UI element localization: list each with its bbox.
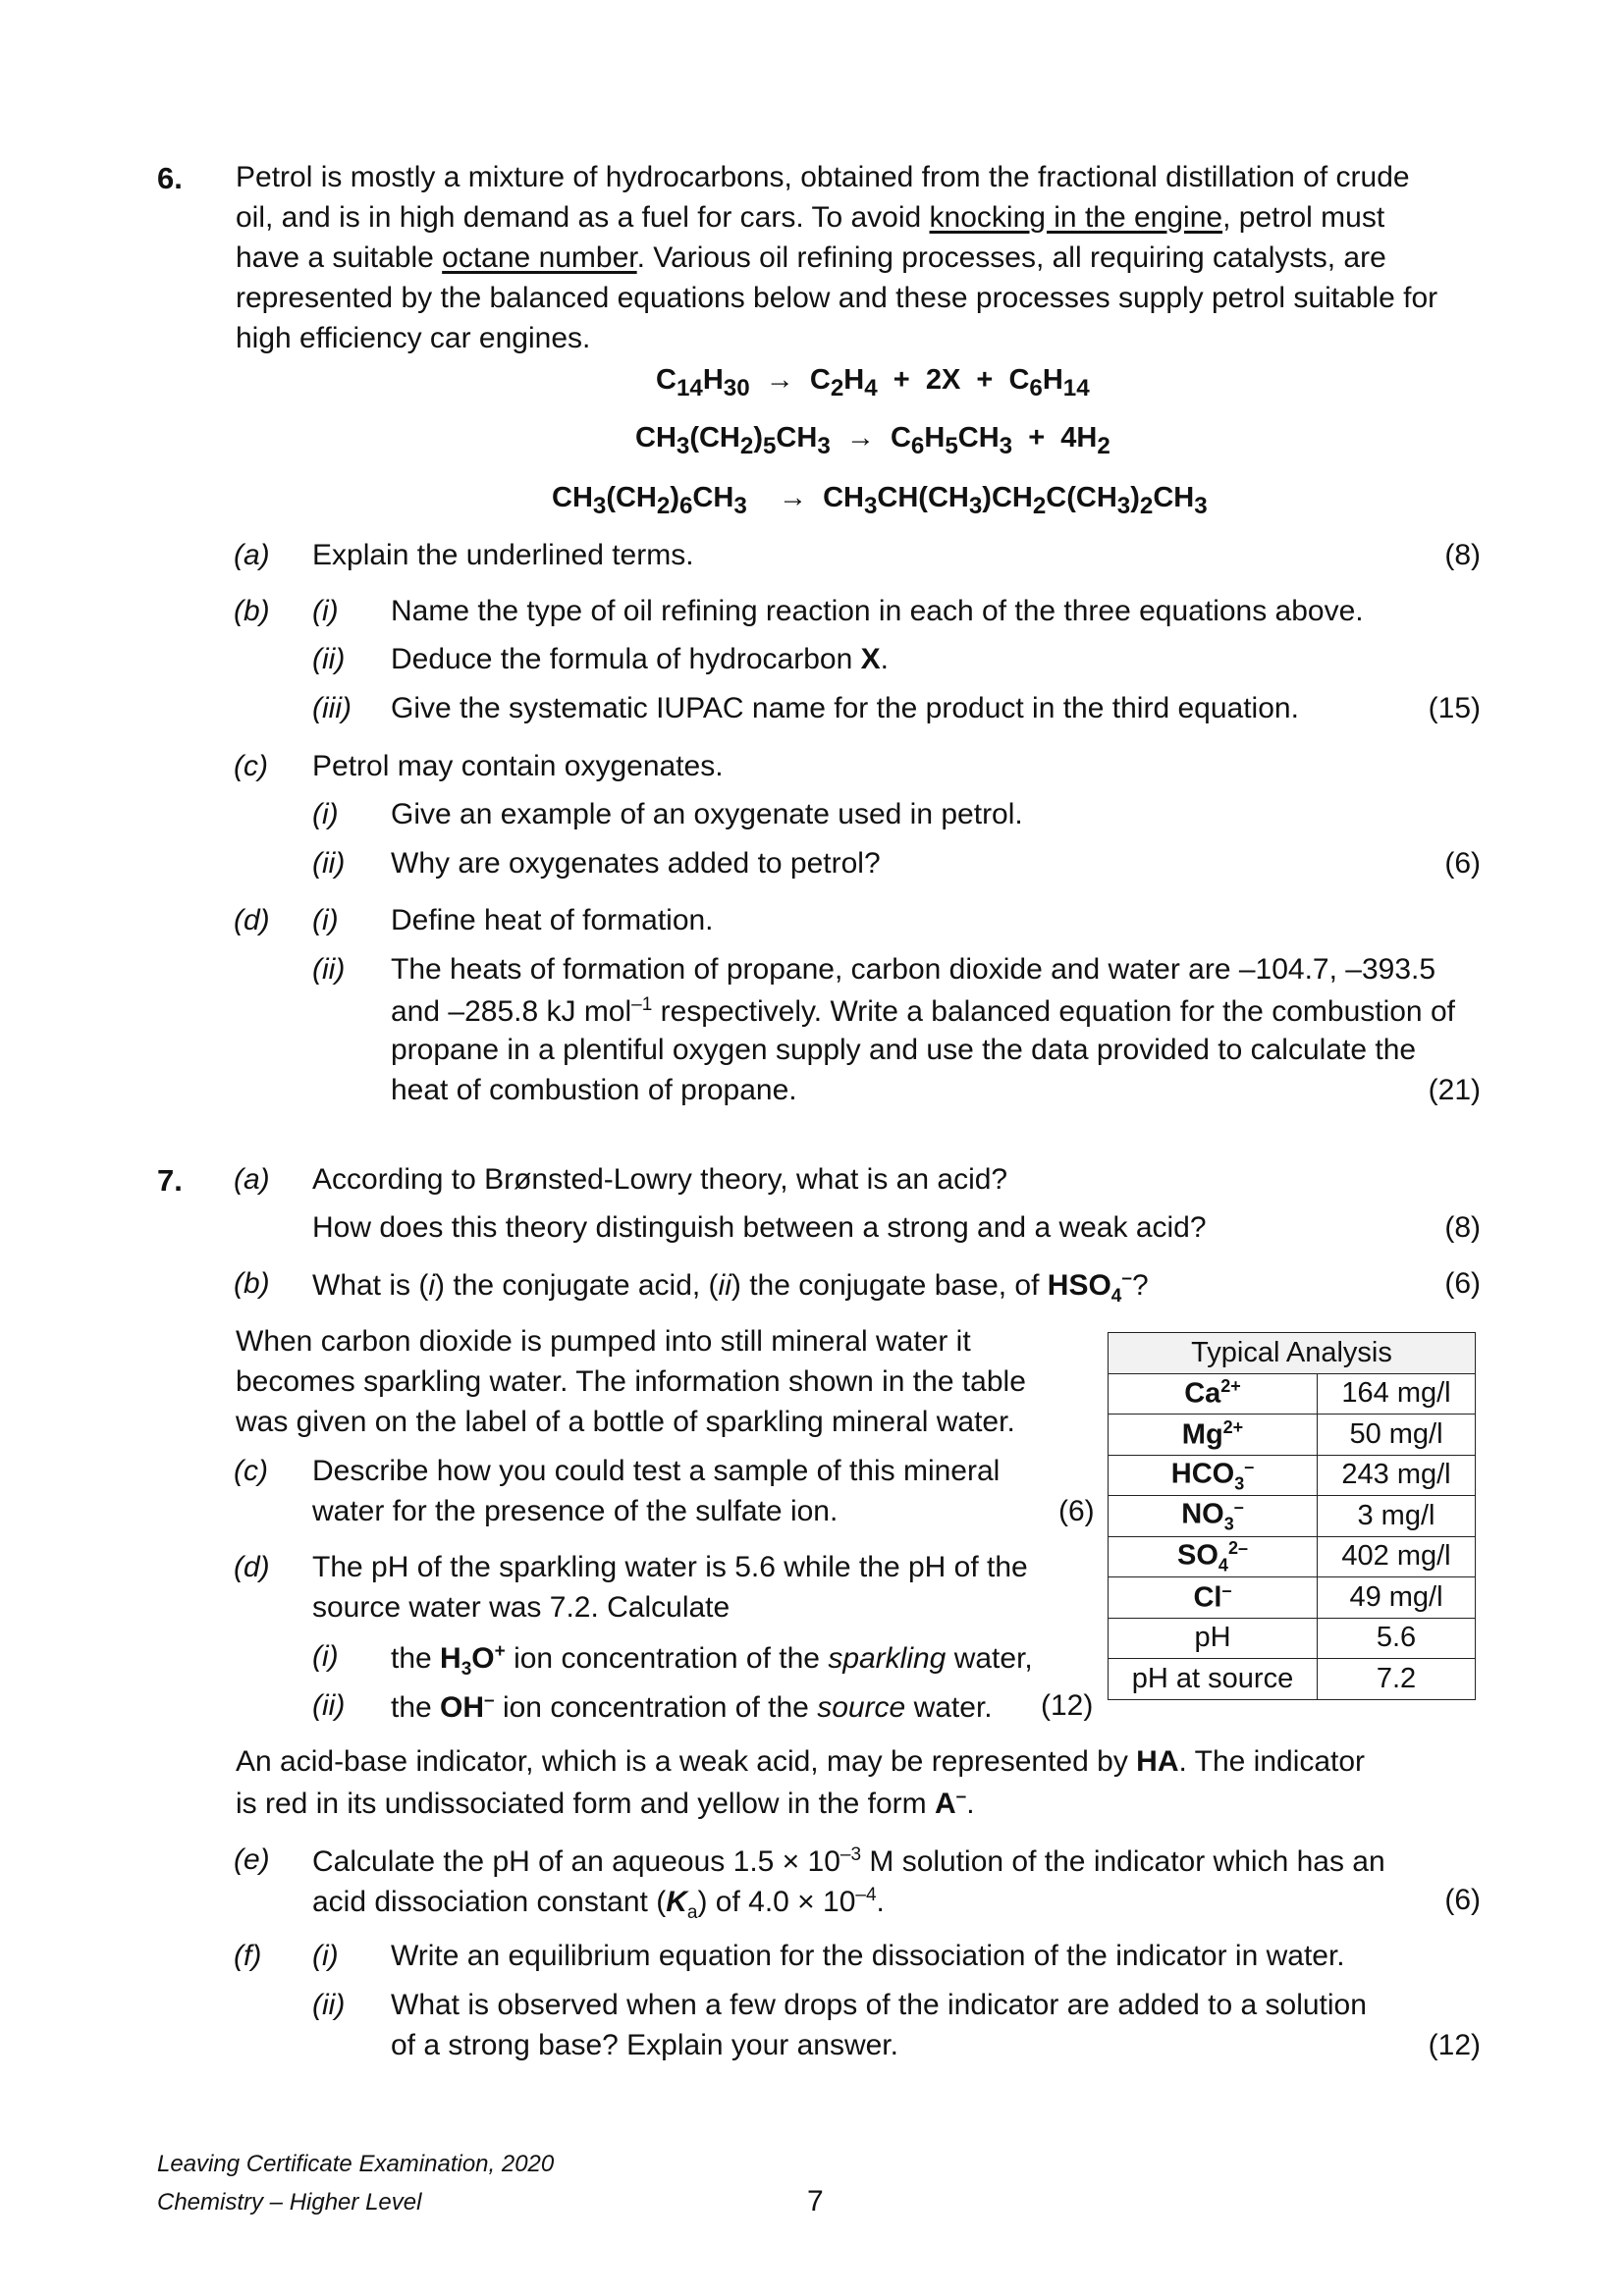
equation-2: $CH_3(CH_2)_5CH_3 \to C_6H_5CH_3 + 4H_2$ [635,422,1110,459]
value-cell: 5.6 [1318,1618,1476,1659]
table-header: Typical Analysis [1109,1333,1476,1374]
q6-part-b-label: (b) [234,595,270,627]
q6-b-ii-text: Deduce the formula of hydrocarbon X. [391,643,889,675]
q6-part-c-text: Petrol may contain oxygenates. [312,750,724,782]
q7-part-e-marks: (6) [1444,1884,1481,1916]
q6-d-ii-label: (ii) [312,953,346,986]
q7-d-ii-label: (ii) [312,1689,346,1722]
q7-part-c-marks: (6) [1058,1495,1095,1527]
footer-exam-title: Leaving Certificate Examination, 2020 [157,2151,555,2177]
q6-intro-line-2: oil, and is in high demand as a fuel for cars. To avoid knocking in the engine, petrol must [236,201,1385,234]
q7-part-f-marks: (12) [1428,2029,1481,2061]
underlined-term-octane: octane number [442,241,637,274]
q6-b-iii-label: (iii) [312,692,352,724]
table-row [1109,1455,1476,1496]
q7-c-line-1: Describe how you could test a sample of this mineral [312,1455,1001,1487]
q7-f-ii-line-1: What is observed when a few drops of the indicator are added to a solution [391,1989,1367,2021]
value-cell: 3 mg/l [1318,1496,1476,1537]
q7-part-c-label: (c) [234,1455,268,1487]
q7-d-line-1: The pH of the sparkling water is 5.6 while the pH of the [312,1551,1028,1583]
q7-part-b-label: (b) [234,1267,270,1300]
q7-b-text: What is (i) the conjugate acid, (ii) the conjugate base, of $HSO_4^-$? [312,1268,1149,1307]
q6-d-i-label: (i) [312,904,339,936]
q6-d-ii-line-2: and –285.8 kJ mol$^{-1}$ respectively. Write a balanced equation for the combustion of [391,994,1455,1028]
q6-part-c-marks: (6) [1444,847,1481,880]
q7-indicator-line-1: An acid-base indicator, which is a weak acid, may be represented by HA. The indicator [236,1745,1366,1778]
q6-intro-line-4: represented by the balanced equations below and these processes supply petrol suitable for [236,282,1438,314]
q7-f-ii-line-2: of a strong base? Explain your answer. [391,2029,898,2061]
q7-d-ii-text: the OH– ion concentration of the source water. [391,1690,993,1724]
ion-cell: Cl– [1109,1577,1318,1619]
value-cell: 243 mg/l [1318,1455,1476,1496]
value-cell: 49 mg/l [1318,1577,1476,1619]
q7-d-line-2: source water was 7.2. Calculate [312,1591,731,1624]
q6-part-b-marks: (15) [1428,692,1481,724]
table-row [1109,1496,1476,1537]
q7-part-d-marks: (12) [1041,1689,1094,1722]
q6-part-d-marks: (21) [1428,1074,1481,1106]
q7-context-line-3: was given on the label of a bottle of sparkling mineral water. [236,1406,1015,1438]
q7-part-a-marks: (8) [1444,1211,1481,1244]
q7-f-ii-label: (ii) [312,1989,346,2021]
q6-c-i-text: Give an example of an oxygenate used in petrol. [391,798,1023,830]
q7-context-line-1: When carbon dioxide is pumped into still mineral water it [236,1325,971,1358]
q6-part-d-label: (d) [234,904,270,936]
q7-indicator-line-2: is red in its undissociated form and yellow in the form A–. [236,1787,975,1820]
question-7-number: 7. [157,1163,183,1198]
question-6-number: 6. [157,161,183,195]
q6-intro-line-3: have a suitable octane number. Various oil refining processes, all requiring catalysts, are [236,241,1386,274]
footer-subject: Chemistry – Higher Level [157,2189,422,2216]
q6-b-i-text: Name the type of oil refining reaction in each of the three equations above. [391,595,1364,627]
q7-e-line-2: acid dissociation constant $(K_a)$ of $4.0 \times 10^{-4}$. [312,1885,885,1923]
q6-part-c-label: (c) [234,750,268,782]
q7-part-f-label: (f) [234,1940,262,1972]
ion-cell: $NO_3^-$ [1109,1496,1318,1537]
table-row [1109,1415,1476,1456]
q7-c-line-2: water for the presence of the sulfate ion. [312,1495,839,1527]
ion-cell: pH at source [1109,1659,1318,1700]
q7-part-b-marks: (6) [1444,1267,1481,1300]
q6-part-a-marks: (8) [1444,539,1481,571]
q6-b-i-label: (i) [312,595,339,627]
table-row [1109,1536,1476,1577]
table-row [1109,1618,1476,1659]
page-number: 7 [807,2185,824,2217]
table-row [1109,1577,1476,1619]
value-cell: 50 mg/l [1318,1415,1476,1456]
q7-a-line-1: According to Brønsted-Lowry theory, what is an acid? [312,1163,1008,1196]
underlined-term-knocking: knocking in the engine [929,201,1223,234]
q6-part-a-text: Explain the underlined terms. [312,539,694,571]
typical-analysis-table [1108,1332,1476,1700]
equation-1: $C_{14}H_{30} \to C_2H_4 + 2X + C_6H_{14}$ [656,364,1090,401]
q6-c-ii-text: Why are oxygenates added to petrol? [391,847,881,880]
q6-d-i-text: Define heat of formation. [391,904,714,936]
value-cell: 164 mg/l [1318,1373,1476,1415]
q6-c-i-label: (i) [312,798,339,830]
q6-intro-line-1: Petrol is mostly a mixture of hydrocarbons, obtained from the fractional distillation of crude [236,161,1410,193]
q6-d-ii-line-3: propane in a plentiful oxygen supply and use the data provided to calculate the [391,1034,1417,1066]
value-cell: 402 mg/l [1318,1536,1476,1577]
q6-intro-line-5: high efficiency car engines. [236,322,591,354]
q7-d-i-text: the $H_3O^+$ ion concentration of the sparkling water, [391,1641,1033,1680]
q6-c-ii-label: (ii) [312,847,346,880]
ion-cell: $Ca^{2+}$ [1109,1373,1318,1415]
ion-cell: $SO_4^{2-}$ [1109,1536,1318,1577]
q6-part-a-label: (a) [234,539,270,571]
ion-cell: pH [1109,1618,1318,1659]
q6-d-ii-line-1: The heats of formation of propane, carbon dioxide and water are –104.7, –393.5 [391,953,1436,986]
q7-part-a-label: (a) [234,1163,270,1196]
q6-b-iii-text: Give the systematic IUPAC name for the product in the third equation. [391,692,1299,724]
q7-f-i-text: Write an equilibrium equation for the dissociation of the indicator in water. [391,1940,1345,1972]
ion-cell: $HCO_3^-$ [1109,1455,1318,1496]
q7-d-i-label: (i) [312,1640,339,1673]
equation-3: $CH_3(CH_2)_6CH_3$ → $CH_3CH(CH_3)CH_2C(CH_3)_2CH_3$ [552,482,1208,519]
table-row [1109,1659,1476,1700]
q7-part-d-label: (d) [234,1551,270,1583]
q6-d-ii-line-4: heat of combustion of propane. [391,1074,797,1106]
q7-context-line-2: becomes sparkling water. The information shown in the table [236,1365,1026,1398]
ion-cell: $Mg^{2+}$ [1109,1415,1318,1456]
q6-b-ii-label: (ii) [312,643,346,675]
q7-part-e-label: (e) [234,1843,270,1876]
value-cell: 7.2 [1318,1659,1476,1700]
q7-e-line-1: Calculate the pH of an aqueous $1.5 \times 10^{-3}$ M solution of the indicator which has an [312,1844,1385,1878]
table-row [1109,1373,1476,1415]
q7-f-i-label: (i) [312,1940,339,1972]
q7-a-line-2: How does this theory distinguish between a strong and a weak acid? [312,1211,1207,1244]
